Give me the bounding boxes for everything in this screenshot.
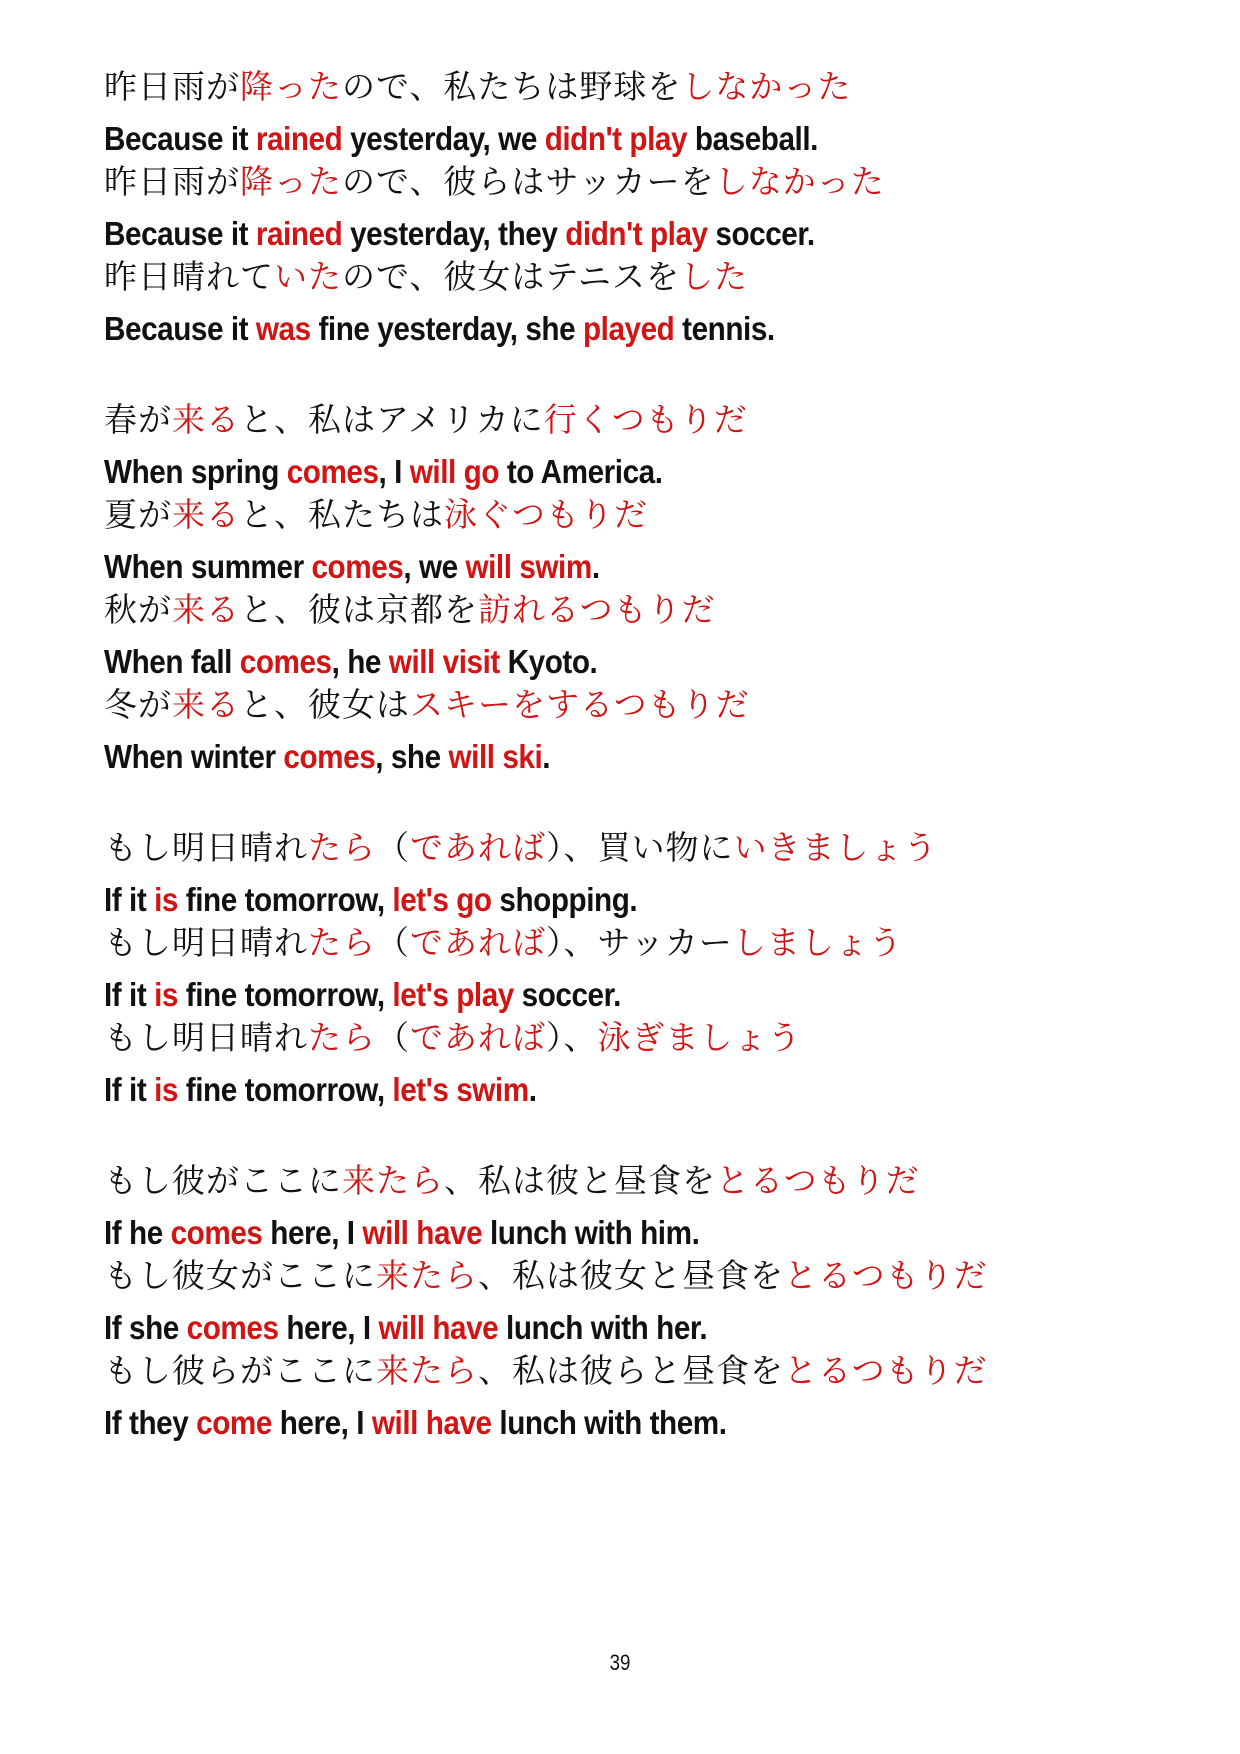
highlighted-phrase: 来る: [172, 590, 240, 629]
highlighted-phrase: played: [582, 310, 675, 347]
highlighted-phrase: 降った: [240, 67, 342, 106]
highlighted-phrase: いた: [274, 257, 342, 296]
highlighted-phrase: comes: [283, 738, 376, 775]
sentence-text: 秋が: [104, 590, 172, 629]
highlighted-phrase: 泳ぎましょう: [597, 1018, 802, 1057]
highlighted-phrase: 来る: [172, 400, 240, 439]
sentence-text: .: [542, 738, 551, 775]
highlighted-phrase: しなかった: [681, 67, 852, 106]
sentence-text: 昨日雨が: [104, 162, 240, 201]
sentence-text: と、私はアメリカに: [240, 400, 544, 439]
english-sentence: [104, 1073, 537, 1106]
highlighted-phrase: 泳ぐつもりだ: [444, 495, 648, 534]
sentence-text: ので、私たちは野球を: [342, 67, 682, 106]
sentence-text: When fall: [104, 643, 240, 680]
highlighted-phrase: しましょう: [732, 923, 903, 962]
sentence-text: here, I: [262, 1214, 363, 1251]
highlighted-phrase: とるつもりだ: [784, 1351, 988, 1390]
sentence-text: lunch with them.: [491, 1404, 727, 1441]
highlighted-phrase: 来たら: [342, 1161, 444, 1200]
highlighted-phrase: いきましょう: [733, 828, 938, 867]
highlighted-phrase: 行くつもりだ: [543, 400, 748, 439]
highlighted-phrase: rained: [255, 215, 343, 252]
highlighted-phrase: was: [255, 310, 311, 347]
english-sentence: [104, 455, 663, 488]
sentence-text: ）、サッカー: [546, 923, 733, 962]
sentence-text: baseball.: [687, 120, 818, 157]
japanese-sentence: [104, 1351, 988, 1390]
sentence-text: .: [528, 1071, 537, 1108]
sentence-text: 春が: [104, 400, 172, 439]
page-number: 39: [609, 1650, 631, 1675]
sentence-text: .: [591, 548, 600, 585]
english-sentence: [104, 1406, 727, 1439]
highlighted-phrase: will swim: [465, 548, 592, 585]
sentence-text: 、私は彼と昼食を: [444, 1161, 716, 1200]
highlighted-phrase: will go: [409, 453, 500, 490]
english-sentence: [104, 217, 815, 250]
japanese-sentence: [104, 923, 903, 962]
sentence-text: と、私たちは: [240, 495, 444, 534]
sentence-text: （: [376, 828, 410, 867]
sentence-text: yesterday, we: [342, 120, 545, 157]
highlighted-phrase: let's swim: [392, 1071, 529, 1108]
highlighted-phrase: is: [154, 1071, 178, 1108]
sentence-text: shopping.: [491, 881, 638, 918]
highlighted-phrase: 来たら: [376, 1351, 478, 1390]
highlighted-phrase: たら: [308, 828, 376, 867]
english-sentence: [104, 978, 621, 1011]
highlighted-phrase: is: [154, 881, 178, 918]
sentence-text: fine tomorrow,: [177, 976, 393, 1013]
highlighted-phrase: let's go: [392, 881, 492, 918]
sentence-text: 、私は彼らと昼食を: [478, 1351, 784, 1390]
japanese-sentence: [104, 685, 750, 724]
sentence-text: もし明日晴れ: [104, 828, 308, 867]
sentence-text: tennis.: [674, 310, 775, 347]
english-sentence: [104, 1216, 699, 1249]
sentence-text: When summer: [104, 548, 312, 585]
japanese-sentence: [104, 1256, 988, 1295]
sentence-text: soccer.: [513, 976, 621, 1013]
sentence-text: ）、買い物に: [546, 828, 734, 867]
highlighted-phrase: スキーをするつもりだ: [410, 685, 750, 724]
english-sentence: [104, 122, 818, 155]
highlighted-phrase: will have: [378, 1309, 499, 1346]
highlighted-phrase: とるつもりだ: [784, 1256, 988, 1295]
sentence-text: lunch with him.: [482, 1214, 700, 1251]
sentence-text: yesterday, they: [342, 215, 566, 252]
sentence-text: , I: [378, 453, 410, 490]
sentence-text: If they: [104, 1404, 197, 1441]
japanese-sentence: [104, 67, 852, 106]
sentence-text: When winter: [104, 738, 284, 775]
sentence-text: If she: [104, 1309, 187, 1346]
sentence-text: Because it: [104, 120, 256, 157]
highlighted-phrase: let's play: [392, 976, 514, 1013]
highlighted-phrase: しなかった: [714, 162, 885, 201]
sentence-text: と、彼女は: [240, 685, 410, 724]
sentence-text: If he: [104, 1214, 171, 1251]
highlighted-phrase: will visit: [388, 643, 500, 680]
highlighted-phrase: will have: [362, 1214, 483, 1251]
highlighted-phrase: 来たら: [376, 1256, 478, 1295]
english-sentence: [104, 740, 550, 773]
sentence-text: When spring: [104, 453, 287, 490]
sentence-text: 昨日雨が: [104, 67, 240, 106]
sentence-text: （: [376, 1018, 410, 1057]
highlighted-phrase: didn't play: [565, 215, 708, 252]
english-sentence: [104, 312, 775, 345]
sentence-text: fine yesterday, she: [310, 310, 583, 347]
highlighted-phrase: comes: [239, 643, 332, 680]
sentence-text: If it: [104, 1071, 155, 1108]
japanese-sentence: [104, 828, 938, 867]
sentence-text: Because it: [104, 215, 256, 252]
sentence-text: もし彼がここに: [104, 1161, 342, 1200]
sentence-text: Kyoto.: [499, 643, 598, 680]
english-sentence: [104, 1311, 707, 1344]
japanese-sentence: [104, 590, 716, 629]
sentence-text: 夏が: [104, 495, 172, 534]
highlighted-phrase: たら: [308, 923, 376, 962]
sentence-text: , we: [403, 548, 466, 585]
english-sentence: [104, 550, 600, 583]
sentence-text: もし彼女がここに: [104, 1256, 376, 1295]
sentence-text: と、彼は京都を: [240, 590, 478, 629]
sentence-text: もし明日晴れ: [104, 923, 308, 962]
sentence-text: , he: [331, 643, 389, 680]
highlighted-phrase: comes: [186, 1309, 279, 1346]
sentence-text: here, I: [278, 1309, 379, 1346]
japanese-sentence: [104, 257, 749, 296]
highlighted-phrase: 降った: [240, 162, 342, 201]
japanese-sentence: [104, 1161, 920, 1200]
highlighted-phrase: であれば: [410, 923, 546, 962]
highlighted-phrase: 訪れるつもりだ: [478, 590, 716, 629]
sentence-text: ので、彼女はテニスを: [342, 257, 681, 296]
highlighted-phrase: 来る: [172, 495, 240, 534]
highlighted-phrase: didn't play: [544, 120, 688, 157]
sentence-text: （: [376, 923, 410, 962]
highlighted-phrase: であれば: [410, 828, 546, 867]
highlighted-phrase: will have: [371, 1404, 492, 1441]
sentence-text: Because it: [104, 310, 256, 347]
highlighted-phrase: とるつもりだ: [716, 1161, 920, 1200]
sentence-text: to America.: [499, 453, 663, 490]
highlighted-phrase: is: [154, 976, 178, 1013]
sentence-text: 冬が: [104, 685, 172, 724]
highlighted-phrase: comes: [170, 1214, 263, 1251]
sentence-text: ので、彼らはサッカーを: [342, 162, 715, 201]
sentence-text: fine tomorrow,: [177, 1071, 393, 1108]
sentence-text: , she: [375, 738, 449, 775]
japanese-sentence: [104, 1018, 802, 1057]
sentence-text: もし彼らがここに: [104, 1351, 376, 1390]
sentence-text: fine tomorrow,: [177, 881, 393, 918]
sentence-text: soccer.: [707, 215, 815, 252]
sentence-text: If it: [104, 976, 155, 1013]
highlighted-phrase: 来る: [172, 685, 240, 724]
english-sentence: [104, 645, 597, 678]
highlighted-phrase: comes: [286, 453, 379, 490]
japanese-sentence: [104, 400, 748, 439]
sentence-text: 昨日晴れて: [104, 257, 274, 296]
highlighted-phrase: たら: [308, 1018, 376, 1057]
highlighted-phrase: come: [196, 1404, 272, 1441]
japanese-sentence: [104, 495, 648, 534]
sentence-text: ）、: [546, 1018, 598, 1057]
japanese-sentence: [104, 162, 885, 201]
sentence-text: もし明日晴れ: [104, 1018, 308, 1057]
english-sentence: [104, 883, 637, 916]
highlighted-phrase: rained: [255, 120, 343, 157]
highlighted-phrase: した: [680, 257, 749, 296]
highlighted-phrase: will ski: [448, 738, 543, 775]
highlighted-phrase: であれば: [410, 1018, 546, 1057]
sentence-text: If it: [104, 881, 155, 918]
sentence-text: 、私は彼女と昼食を: [478, 1256, 784, 1295]
sentence-text: lunch with her.: [498, 1309, 708, 1346]
sentence-text: here, I: [271, 1404, 372, 1441]
highlighted-phrase: comes: [311, 548, 404, 585]
